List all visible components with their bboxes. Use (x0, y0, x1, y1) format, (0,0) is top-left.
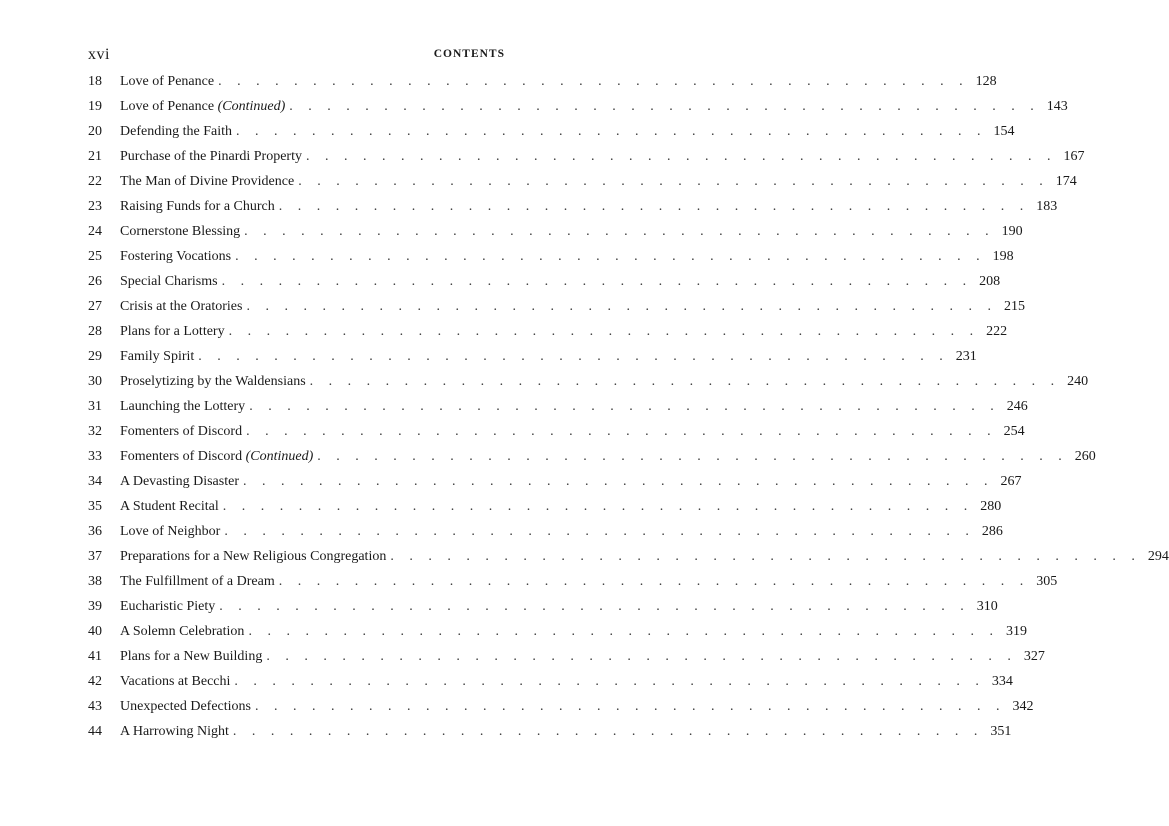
dot-leader: . . . . . . . . . . . . . . . . . . . . . . . . . . . . . . . . . . . . . . . . (278, 574, 1030, 589)
chapter-number: 19 (88, 99, 102, 114)
chapter-title (120, 419, 242, 444)
chapter-title-text: Plans for a New Building (120, 649, 263, 664)
dot-leader: . . . . . . . . . . . . . . . . . . . . . . . . . . . . . . . . . . . . . . . . (248, 624, 999, 639)
page-number: 305 (1036, 574, 1058, 589)
dot-leader: . . . . . . . . . . . . . . . . . . . . . . . . . . . . . . . . . . . . . . . . (224, 524, 975, 539)
page-number: 215 (1003, 299, 1025, 314)
page-number: 280 (980, 499, 1002, 514)
chapter-title-text: Fostering Vocations (120, 249, 232, 264)
dot-leader: . . . . . . . . . . . . . . . . . . . . . . . . . . . . . . . . . . . . . . . . (317, 449, 1068, 464)
dot-leader: . . . . . . . . . . . . . . . . . . . . . . . . . . . . . . . . . . . . . . . . (244, 224, 995, 239)
chapter-title (120, 294, 242, 319)
page-folio: xvi (88, 46, 110, 63)
chapter-title-text: Love of Neighbor (120, 524, 221, 539)
chapter-title (120, 519, 220, 544)
chapter-title-suffix: (Continued) (245, 449, 314, 464)
chapter-title-text: Plans for a Lottery (120, 324, 225, 339)
chapter-title-text: Raising Funds for a Church (120, 199, 275, 214)
chapter-title-text: Love of Penance (120, 74, 215, 89)
running-title: CONTENTS (433, 48, 505, 60)
page-number: 231 (955, 349, 977, 364)
dot-leader: . . . . . . . . . . . . . . . . . . . . . . . . . . . . . . . . . . . . . . . . (298, 174, 1049, 189)
toc-entry (88, 569, 1058, 594)
toc-entry (88, 194, 1058, 219)
toc-entry (88, 394, 1028, 419)
toc-entry (88, 219, 1023, 244)
chapter-title (120, 469, 239, 494)
chapter-title (120, 219, 240, 244)
chapter-number: 30 (88, 374, 102, 389)
page-number: 294 (1147, 549, 1169, 564)
dot-leader: . . . . . . . . . . . . . . . . . . . . . . . . . . . . . . . . . . . . . . . . (249, 399, 1000, 414)
chapter-number: 29 (88, 349, 102, 364)
chapter-title (120, 644, 262, 669)
chapter-title (120, 319, 225, 344)
page-number: 327 (1023, 649, 1045, 664)
chapter-title (120, 594, 215, 619)
chapter-title-text: A Devasting Disaster (120, 474, 239, 489)
chapter-title-text: Proselytizing by the Waldensians (120, 374, 306, 389)
chapter-title (120, 344, 194, 369)
toc-entry (88, 344, 977, 369)
chapter-title-text: Unexpected Defections (120, 699, 251, 714)
page-number: 351 (990, 724, 1012, 739)
dot-leader: . . . . . . . . . . . . . . . . . . . . . . . . . . . . . . . . . . . . . . . . (234, 674, 985, 689)
dot-leader: . . . . . . . . . . . . . . . . . . . . . . . . . . . . . . . . . . . . . . . . (266, 649, 1017, 664)
page-number: 310 (976, 599, 998, 614)
chapter-title-suffix: (Continued) (217, 99, 286, 114)
chapter-title (120, 394, 245, 419)
toc-entry (88, 694, 1034, 719)
dot-leader: . . . . . . . . . . . . . . . . . . . . . . . . . . . . . . . . . . . . . . . . (218, 74, 969, 89)
dot-leader: . . . . . . . . . . . . . . . . . . . . . . . . . . . . . . . . . . . . . . . . (278, 199, 1030, 214)
page-number: 183 (1036, 199, 1058, 214)
toc-entry (88, 444, 1096, 469)
page-number: 240 (1067, 374, 1089, 389)
page-number: 190 (1001, 224, 1023, 239)
chapter-number: 35 (88, 499, 102, 514)
toc-entry (88, 319, 1008, 344)
toc-entry (88, 144, 1085, 169)
dot-leader: . . . . . . . . . . . . . . . . . . . . . . . . . . . . . . . . . . . . . . . . (219, 599, 970, 614)
page-header (88, 46, 505, 66)
chapter-number: 36 (88, 524, 102, 539)
page-number: 334 (991, 674, 1013, 689)
chapter-title-text: A Solemn Celebration (120, 624, 245, 639)
chapter-title (120, 569, 275, 594)
dot-leader: . . . . . . . . . . . . . . . . . . . . . . . . . . . . . . . . . . . . . . . . (222, 499, 974, 514)
dot-leader: . . . . . . . . . . . . . . . . . . . . . . . . . . . . . . . . . . . . . . . . (232, 724, 984, 739)
page-number: 254 (1003, 424, 1025, 439)
page-number: 154 (993, 124, 1015, 139)
chapter-title-text: Launching the Lottery (120, 399, 246, 414)
chapter-title-text: Crisis at the Oratories (120, 299, 243, 314)
chapter-title (120, 144, 302, 169)
chapter-title (120, 244, 231, 269)
chapter-number: 22 (88, 174, 102, 189)
chapter-title (120, 669, 230, 694)
chapter-number: 24 (88, 224, 102, 239)
dot-leader: . . . . . . . . . . . . . . . . . . . . . . . . . . . . . . . . . . . . . . . . (305, 149, 1057, 164)
chapter-title (120, 194, 275, 219)
chapter-title-text: The Man of Divine Providence (120, 174, 295, 189)
toc-entry (88, 244, 1014, 269)
chapter-title (120, 694, 251, 719)
chapter-title-text: Family Spirit (120, 349, 195, 364)
toc-entry (88, 294, 1025, 319)
chapter-title-text: Cornerstone Blessing (120, 224, 241, 239)
chapter-number: 42 (88, 674, 102, 689)
toc-entry (88, 269, 1001, 294)
dot-leader: . . . . . . . . . . . . . . . . . . . . . . . . . . . . . . . . . . . . . . . . (242, 474, 994, 489)
chapter-title (120, 119, 232, 144)
chapter-number: 34 (88, 474, 102, 489)
chapter-title (120, 269, 218, 294)
chapter-title (120, 719, 229, 744)
chapter-title (120, 444, 313, 469)
toc-entry (88, 594, 998, 619)
chapter-number: 44 (88, 724, 102, 739)
toc-entry (88, 69, 997, 94)
chapter-number: 25 (88, 249, 102, 264)
dot-leader: . . . . . . . . . . . . . . . . . . . . . . . . . . . . . . . . . . . . . . . . (198, 349, 949, 364)
chapter-title-text: Purchase of the Pinardi Property (120, 149, 302, 164)
chapter-title-text: The Fulfillment of a Dream (120, 574, 275, 589)
chapter-title-text: Eucharistic Piety (120, 599, 216, 614)
chapter-number: 33 (88, 449, 102, 464)
toc-entry (88, 469, 1022, 494)
page-number: 167 (1063, 149, 1085, 164)
chapter-number: 40 (88, 624, 102, 639)
page-number: 198 (992, 249, 1014, 264)
dot-leader: . . . . . . . . . . . . . . . . . . . . . . . . . . . . . . . . . . . . . . . . (246, 424, 997, 439)
toc-entry (88, 94, 1068, 119)
chapter-number: 23 (88, 199, 102, 214)
dot-leader: . . . . . . . . . . . . . . . . . . . . . . . . . . . . . . . . . . . . . . . . (228, 324, 980, 339)
page-number: 143 (1046, 99, 1068, 114)
chapter-number: 20 (88, 124, 102, 139)
toc-entry (88, 419, 1025, 444)
chapter-number: 32 (88, 424, 102, 439)
toc-entry (88, 669, 1013, 694)
toc-entry (88, 644, 1045, 669)
chapter-title-text: Defending the Faith (120, 124, 232, 139)
dot-leader: . . . . . . . . . . . . . . . . . . . . . . . . . . . . . . . . . . . . . . . . (390, 549, 1141, 564)
chapter-number: 41 (88, 649, 102, 664)
toc-entry (88, 494, 1002, 519)
chapter-number: 38 (88, 574, 102, 589)
chapter-number: 26 (88, 274, 102, 289)
chapter-title (120, 494, 219, 519)
chapter-title-text: Fomenters of Discord (120, 449, 246, 464)
dot-leader: . . . . . . . . . . . . . . . . . . . . . . . . . . . . . . . . . . . . . . . . (235, 124, 987, 139)
page-number: 128 (975, 74, 997, 89)
page-number: 208 (979, 274, 1001, 289)
dot-leader: . . . . . . . . . . . . . . . . . . . . . . . . . . . . . . . . . . . . . . . . (309, 374, 1061, 389)
page-number: 342 (1012, 699, 1034, 714)
chapter-number: 43 (88, 699, 102, 714)
chapter-number: 21 (88, 149, 102, 164)
chapter-number: 27 (88, 299, 102, 314)
toc-entry (88, 369, 1089, 394)
page-number: 174 (1055, 174, 1077, 189)
toc-entry (88, 619, 1027, 644)
chapter-title (120, 69, 214, 94)
table-of-contents (88, 69, 1169, 744)
page-number: 222 (986, 324, 1008, 339)
chapter-title-text: Preparations for a New Religious Congregation (120, 549, 387, 564)
chapter-title-text: Fomenters of Discord (120, 424, 243, 439)
chapter-title-text: Love of Penance (120, 99, 218, 114)
chapter-title-text: Special Charisms (120, 274, 218, 289)
page-number: 267 (1000, 474, 1022, 489)
dot-leader: . . . . . . . . . . . . . . . . . . . . . . . . . . . . . . . . . . . . . . . . (246, 299, 997, 314)
chapter-number: 37 (88, 549, 102, 564)
chapter-number: 31 (88, 399, 102, 414)
toc-entry (88, 519, 1003, 544)
chapter-title (120, 169, 294, 194)
page-number: 286 (981, 524, 1003, 539)
dot-leader: . . . . . . . . . . . . . . . . . . . . . . . . . . . . . . . . . . . . . . . . (235, 249, 986, 264)
dot-leader: . . . . . . . . . . . . . . . . . . . . . . . . . . . . . . . . . . . . . . . . (255, 699, 1006, 714)
chapter-title (120, 369, 306, 394)
toc-entry (88, 544, 1169, 569)
chapter-number: 39 (88, 599, 102, 614)
page-number: 260 (1074, 449, 1096, 464)
chapter-number: 28 (88, 324, 102, 339)
chapter-title-text: Vacations at Becchi (120, 674, 231, 689)
chapter-title-text: A Student Recital (120, 499, 219, 514)
chapter-title (120, 619, 244, 644)
chapter-title-text: A Harrowing Night (120, 724, 229, 739)
toc-entry (88, 719, 1012, 744)
dot-leader: . . . . . . . . . . . . . . . . . . . . . . . . . . . . . . . . . . . . . . . . (221, 274, 973, 289)
chapter-title (120, 94, 285, 119)
page-number: 319 (1005, 624, 1027, 639)
toc-entry (88, 119, 1015, 144)
chapter-title (120, 544, 386, 569)
toc-entry (88, 169, 1077, 194)
chapter-number: 18 (88, 74, 102, 89)
dot-leader: . . . . . . . . . . . . . . . . . . . . . . . . . . . . . . . . . . . . . . . . (289, 99, 1040, 114)
page-number: 246 (1006, 399, 1028, 414)
